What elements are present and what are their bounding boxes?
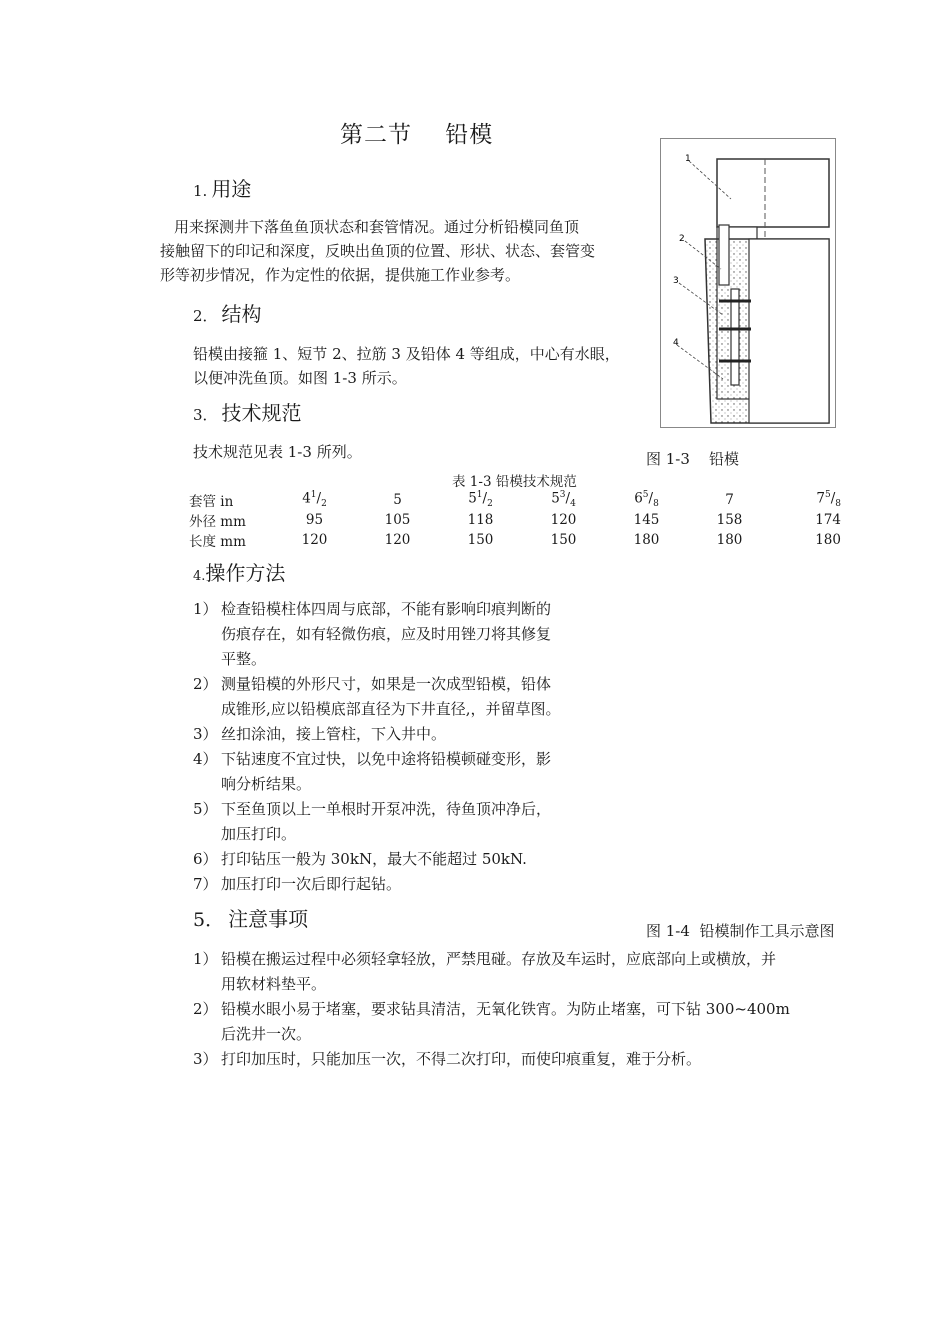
- list-item: 7） 加压打印一次后即行起钻。: [193, 875, 402, 893]
- heading-number: 5．: [193, 909, 225, 931]
- section-title: 第二节 铅模: [340, 122, 494, 148]
- table-cell: 174: [815, 512, 841, 528]
- row-header: 外径 mm: [189, 514, 246, 530]
- list-item: 4） 下钻速度不宜过快，以免中途将铅模顿碰变形，影 响分析结果。: [193, 750, 552, 793]
- figure-label-4: 4: [673, 338, 679, 348]
- heading-number: 2．: [193, 307, 218, 325]
- table-cell: 5: [393, 492, 402, 508]
- heading-specs: [193, 397, 302, 426]
- table-cell: 105: [384, 512, 411, 528]
- heading-text: 操作方法: [205, 561, 286, 585]
- heading-text: 注意事项: [228, 907, 309, 931]
- table-cell: 95: [305, 512, 324, 528]
- text-line: 接触留下的印记和深度，反映出鱼顶的位置、形状、状态、套管变: [160, 242, 596, 260]
- table-cell: $5^1/_2$: [468, 490, 493, 510]
- table-cell: 180: [716, 532, 743, 548]
- row-header: 长度 mm: [189, 534, 246, 550]
- spec-table: [185, 490, 841, 550]
- table-cell: 7: [725, 492, 734, 508]
- list-item: 3） 丝扣涂油，接上管柱，下入井中。: [193, 725, 447, 743]
- heading-number: 4.: [193, 569, 206, 584]
- table-cell: 150: [467, 532, 494, 548]
- table-cell: $6^5/_8$: [634, 490, 659, 510]
- table-cell: 120: [301, 532, 328, 548]
- table-cell: $4^1/_2$: [302, 490, 327, 510]
- list-item: 5） 下至鱼顶以上一单根时开泵冲洗，待鱼顶冲净后， 加压打印。: [193, 800, 552, 843]
- table-cell: 145: [633, 512, 660, 528]
- list-item: 6） 打印钻压一般为 30kN，最大不能超过 50kN.: [193, 850, 527, 868]
- table-cell: $5^3/_4$: [551, 490, 576, 510]
- table-row: [185, 490, 841, 510]
- lead-mold-drawing: [661, 139, 835, 427]
- list-item: 1） 铅模在搬运过程中必须轻拿轻放，严禁甩碰。存放及车运时，应底部向上或横放，并 用软材料垫平。: [193, 950, 777, 993]
- list-item: 2） 测量铅模的外形尺寸，如果是一次成型铅模，铅体 成锥形,应以铅模底部直径为下井直径,，并留草图。: [193, 675, 561, 718]
- list-item: 2） 铅模水眼小易于堵塞，要求钻具清洁，无氧化铁宵。为防止堵塞，可下钻 300~400m 后洗井一次。: [193, 1000, 790, 1043]
- table-cell: $7^5/_8$: [816, 490, 841, 510]
- text-line: 形等初步情况，作为定性的依据，提供施工作业参考。: [160, 266, 521, 284]
- usage-paragraph: [160, 215, 660, 287]
- row-header: 套管 in: [189, 494, 234, 510]
- heading-structure: [193, 298, 262, 327]
- structure-paragraph: [193, 342, 663, 390]
- table-cell: 150: [550, 532, 577, 548]
- heading-number: 3．: [193, 406, 218, 424]
- heading-operation: [193, 557, 285, 586]
- table-cell: 118: [467, 512, 494, 528]
- table-cell: 120: [384, 532, 411, 548]
- list-item: 1） 检查铅模柱体四周与底部，不能有影响印痕判断的 伤痕存在，如有轻微伤痕，应及时用锉刀将其修复 平整。: [193, 600, 552, 668]
- table-caption: 表 1-3 铅模技术规范: [452, 474, 577, 490]
- specs-paragraph: 技术规范见表 1-3 所列。: [193, 443, 362, 461]
- figure-label-1: 1: [685, 154, 691, 164]
- text-line: 用来探测井下落鱼鱼顶状态和套管情况。通过分析铅模同鱼顶: [174, 218, 580, 236]
- heading-text: 技术规范: [221, 401, 302, 425]
- figure-label-3: 3: [673, 276, 679, 286]
- collar-shape: [717, 159, 829, 227]
- table-cell: 180: [815, 532, 841, 548]
- heading-usage: [193, 173, 251, 202]
- operation-list: [193, 597, 613, 897]
- figure-label-2: 2: [679, 234, 685, 244]
- text-line: 铅模由接箍 1、短节 2、拉筋 3 及铅体 4 等组成，中心有水眼，: [193, 345, 620, 363]
- heading-number: 1.: [193, 182, 208, 200]
- figure-1-4-caption: 图 1-4 铅模制作工具示意图: [646, 922, 835, 940]
- table-row: [185, 510, 841, 530]
- list-item: 3） 打印加压时，只能加压一次，不得二次打印，而使印痕重复，难于分析。: [193, 1050, 702, 1068]
- notes-list: [193, 947, 853, 1072]
- heading-notes: [193, 903, 308, 932]
- figure-1-3-caption: 图 1-3 铅模: [646, 450, 739, 468]
- lead-mold-figure: [660, 138, 836, 428]
- table-cell: 180: [633, 532, 660, 548]
- text-line: 以便冲洗鱼顶。如图 1-3 所示。: [193, 369, 407, 387]
- heading-text: 用途: [211, 177, 252, 201]
- table-row: [185, 530, 841, 550]
- table-cell: 158: [716, 512, 743, 528]
- table-cell: 120: [550, 512, 577, 528]
- heading-text: 结构: [221, 302, 262, 326]
